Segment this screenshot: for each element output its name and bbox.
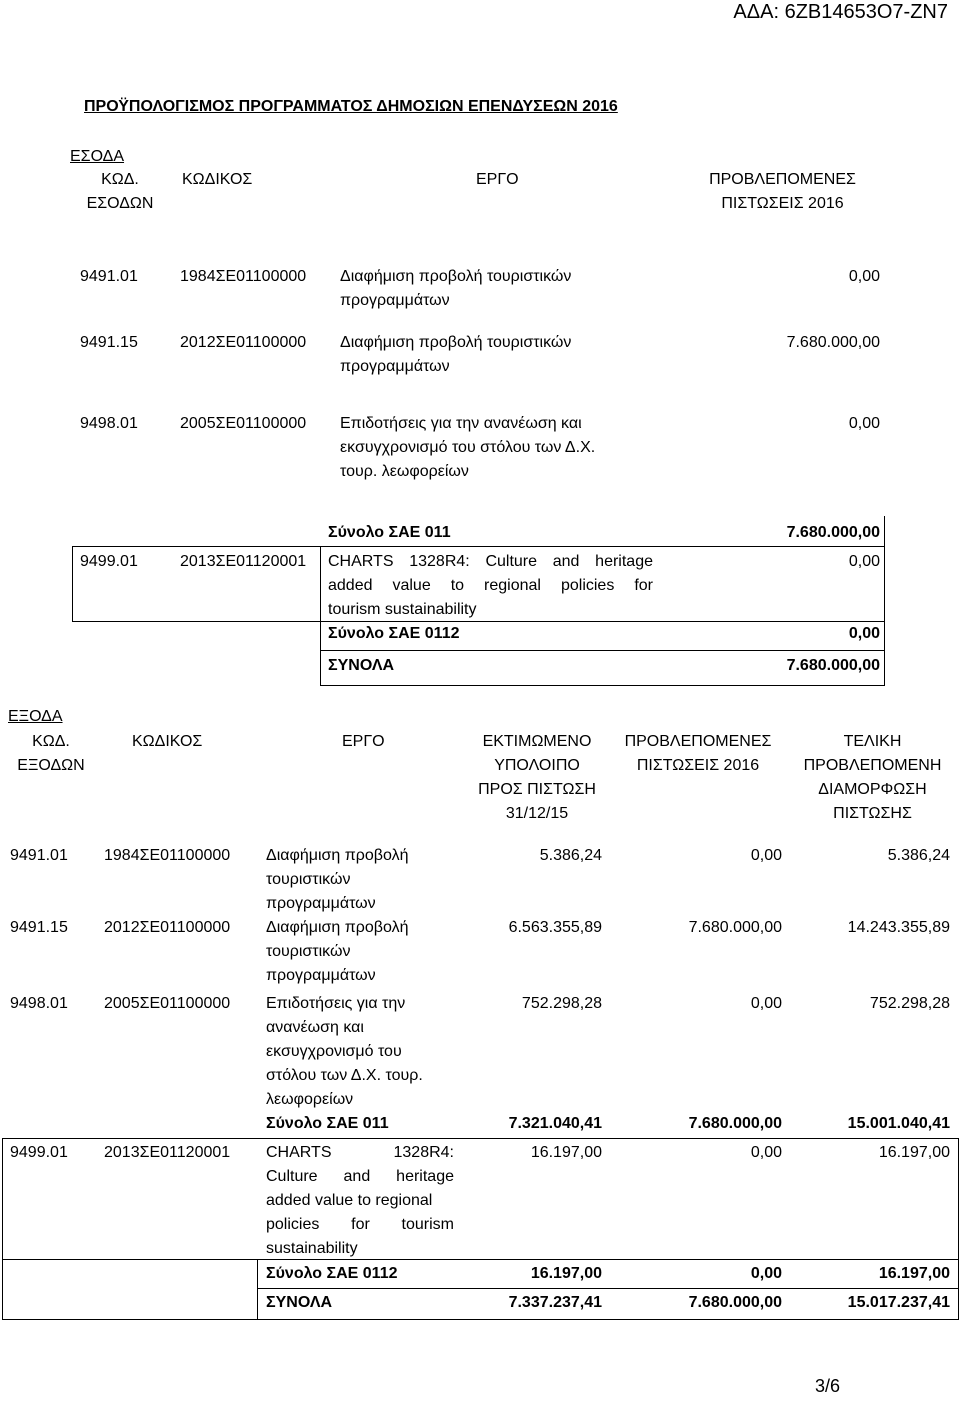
- expense-col-prob: ΠΡΟΒΛΕΠΟΜΕΝΕΣ ΠΙΣΤΩΣΕΙΣ 2016: [624, 733, 772, 774]
- expense-section-label: ΕΞΟΔΑ: [8, 708, 63, 725]
- expense-col-est: ΕΚΤΙΜΩΜΕΝΟ ΥΠΟΛΟΙΠΟ ΠΡΟΣ ΠΙΣΤΩΣΗ 31/12/15: [478, 733, 596, 822]
- income-col-kodikos: ΚΩΔΙΚΟΣ: [182, 171, 253, 188]
- expense-col-code: ΚΩΔ. ΕΞΟΔΩΝ: [17, 733, 85, 774]
- page-number: 3/6: [814, 1376, 840, 1396]
- income-col-code: ΚΩΔ. ΕΣΟΔΩΝ: [86, 171, 154, 212]
- expense-col-final: ΤΕΛΙΚΗ ΠΡΟΒΛΕΠΟΜΕΝΗ ΔΙΑΜΟΡΦΩΣΗ ΠΙΣΤΩΣΗΣ: [803, 733, 942, 822]
- expense-col-kodikos: ΚΩΔΙΚΟΣ: [132, 733, 203, 750]
- ada-code: ΑΔΑ: 6ΖΒ14653Ο7-ΖΝ7: [733, 1, 948, 23]
- income-col-prob: ΠΡΟΒΛΕΠΟΜΕΝΕΣ ΠΙΣΤΩΣΕΙΣ 2016: [709, 171, 856, 212]
- page-title: ΠΡΟΫΠΟΛΟΓΙΣΜΟΣ ΠΡΟΓΡΑΜΜΑΤΟΣ ΔΗΜΟΣΙΩΝ ΕΠΕΝΔΥΣΕΩΝ 2016: [84, 98, 618, 115]
- expense-col-ergo: ΕΡΓΟ: [342, 733, 385, 750]
- income-rule: [72, 546, 884, 547]
- income-col-ergo: ΕΡΓΟ: [476, 171, 519, 188]
- income-section-label: ΕΣΟΔΑ: [70, 148, 125, 165]
